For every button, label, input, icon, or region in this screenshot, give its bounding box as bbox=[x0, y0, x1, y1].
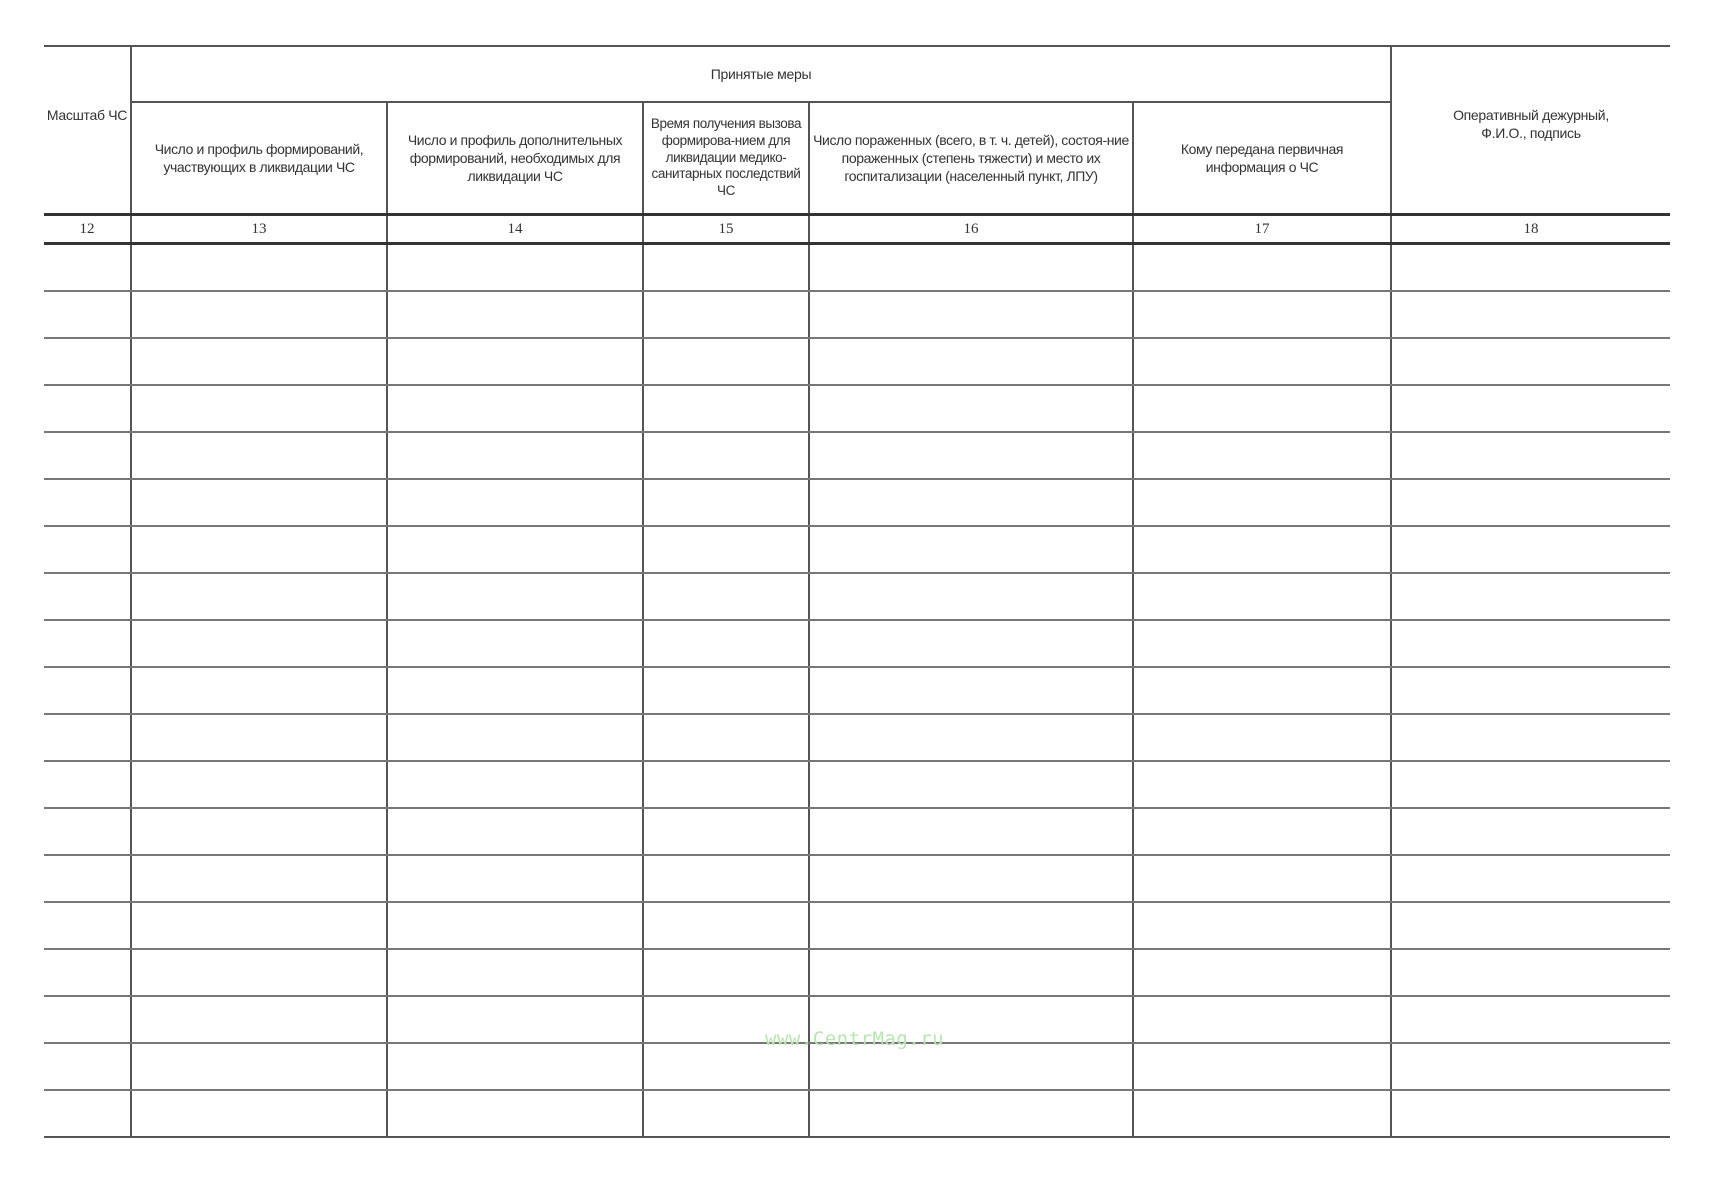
table-cell bbox=[643, 620, 809, 667]
table-cell bbox=[1391, 714, 1670, 761]
table-cell bbox=[131, 667, 387, 714]
table-cell bbox=[643, 479, 809, 526]
table-cell bbox=[1391, 761, 1670, 808]
table-cell bbox=[1391, 620, 1670, 667]
table-cell bbox=[387, 385, 643, 432]
group-header-measures: Принятые меры bbox=[131, 46, 1391, 102]
table-cell bbox=[643, 526, 809, 573]
table-cell bbox=[643, 902, 809, 949]
table-cell bbox=[809, 855, 1133, 902]
table-cell bbox=[1133, 291, 1391, 338]
table-cell bbox=[44, 714, 131, 761]
journal-table bbox=[44, 45, 1670, 1138]
table-row bbox=[44, 902, 1670, 949]
table-cell bbox=[1133, 573, 1391, 620]
table-cell bbox=[1391, 244, 1670, 292]
table-cell bbox=[1391, 902, 1670, 949]
table-cell bbox=[387, 808, 643, 855]
table-cell bbox=[643, 244, 809, 292]
table-cell bbox=[131, 479, 387, 526]
table-cell bbox=[643, 855, 809, 902]
table-cell bbox=[1133, 620, 1391, 667]
column-header-formations: Число и профиль формирований, участвующих в ликвидации ЧС bbox=[131, 102, 387, 215]
table-cell bbox=[1133, 432, 1391, 479]
table-cell bbox=[44, 244, 131, 292]
table-cell bbox=[387, 1090, 643, 1137]
table-cell bbox=[809, 479, 1133, 526]
table-cell bbox=[387, 479, 643, 526]
table-cell bbox=[643, 761, 809, 808]
table-cell bbox=[1391, 855, 1670, 902]
table-cell bbox=[44, 1043, 131, 1090]
column-header-info-recipient: Кому передана первичная информация о ЧС bbox=[1133, 102, 1391, 215]
table-cell bbox=[809, 385, 1133, 432]
table-cell bbox=[387, 291, 643, 338]
table-cell bbox=[131, 714, 387, 761]
table-row bbox=[44, 573, 1670, 620]
table-cell bbox=[387, 667, 643, 714]
watermark: www.CentrMag.ru bbox=[765, 1028, 945, 1050]
table-row bbox=[44, 526, 1670, 573]
table-cell bbox=[44, 996, 131, 1043]
table-cell bbox=[809, 761, 1133, 808]
table-cell bbox=[809, 573, 1133, 620]
table-cell bbox=[131, 573, 387, 620]
table-cell bbox=[1391, 1090, 1670, 1137]
table-cell bbox=[643, 573, 809, 620]
table-cell bbox=[1133, 1090, 1391, 1137]
table-row bbox=[44, 291, 1670, 338]
column-header-additional-formations: Число и профиль дополнительных формирований, необходимых для ликвидации ЧС bbox=[387, 102, 643, 215]
table-cell bbox=[643, 338, 809, 385]
table-cell bbox=[44, 479, 131, 526]
table-cell bbox=[131, 338, 387, 385]
column-number: 14 bbox=[387, 215, 643, 244]
table-cell bbox=[1391, 385, 1670, 432]
table-cell bbox=[44, 949, 131, 996]
table-cell bbox=[387, 996, 643, 1043]
table-cell bbox=[1391, 667, 1670, 714]
table-cell bbox=[1133, 714, 1391, 761]
table-cell bbox=[1133, 996, 1391, 1043]
table-cell bbox=[809, 526, 1133, 573]
table-row bbox=[44, 1043, 1670, 1090]
table-row bbox=[44, 620, 1670, 667]
table-cell bbox=[131, 1090, 387, 1137]
table-row bbox=[44, 1090, 1670, 1137]
table-cell bbox=[643, 1043, 809, 1090]
table-cell bbox=[809, 244, 1133, 292]
table-row bbox=[44, 338, 1670, 385]
table-cell bbox=[643, 1090, 809, 1137]
table-cell bbox=[643, 667, 809, 714]
table-cell bbox=[809, 1090, 1133, 1137]
table-cell bbox=[1133, 479, 1391, 526]
table-cell bbox=[809, 949, 1133, 996]
table-row bbox=[44, 244, 1670, 292]
table-cell bbox=[131, 949, 387, 996]
table-cell bbox=[1133, 1043, 1391, 1090]
table-cell bbox=[387, 902, 643, 949]
table-cell bbox=[809, 338, 1133, 385]
table-cell bbox=[131, 1043, 387, 1090]
table-cell bbox=[387, 949, 643, 996]
column-number-row bbox=[44, 215, 1670, 244]
table-cell bbox=[131, 244, 387, 292]
table-cell bbox=[1391, 808, 1670, 855]
column-header-casualties: Число пораженных (всего, в т. ч. детей), состоя-ние пораженных (степень тяжести) и место их госпитализации (населенный пункт, ЛПУ) bbox=[809, 102, 1133, 215]
table-cell bbox=[131, 808, 387, 855]
table-cell bbox=[387, 1043, 643, 1090]
table-cell bbox=[131, 761, 387, 808]
table-row bbox=[44, 479, 1670, 526]
table-cell bbox=[1133, 949, 1391, 996]
table-cell bbox=[809, 620, 1133, 667]
table-cell bbox=[387, 855, 643, 902]
table-cell bbox=[387, 338, 643, 385]
table-cell bbox=[1391, 291, 1670, 338]
table-cell bbox=[1133, 808, 1391, 855]
table-cell bbox=[387, 714, 643, 761]
table-row bbox=[44, 808, 1670, 855]
table-cell bbox=[387, 432, 643, 479]
table-cell bbox=[1133, 761, 1391, 808]
table-cell bbox=[809, 432, 1133, 479]
table-cell bbox=[809, 714, 1133, 761]
table-cell bbox=[44, 808, 131, 855]
table-cell bbox=[643, 714, 809, 761]
table-cell bbox=[44, 291, 131, 338]
table-cell bbox=[131, 855, 387, 902]
table-cell bbox=[387, 573, 643, 620]
table-cell bbox=[1133, 526, 1391, 573]
column-number: 17 bbox=[1133, 215, 1391, 244]
table-cell bbox=[44, 855, 131, 902]
table-cell bbox=[1391, 1043, 1670, 1090]
table-cell bbox=[809, 902, 1133, 949]
table-cell bbox=[131, 620, 387, 667]
table-cell bbox=[131, 432, 387, 479]
table-row bbox=[44, 385, 1670, 432]
table-cell bbox=[809, 291, 1133, 338]
table-cell bbox=[131, 291, 387, 338]
column-number: 13 bbox=[131, 215, 387, 244]
column-number: 15 bbox=[643, 215, 809, 244]
table-cell bbox=[1391, 526, 1670, 573]
table-cell bbox=[643, 291, 809, 338]
table-cell bbox=[131, 385, 387, 432]
table-cell bbox=[643, 432, 809, 479]
table-cell bbox=[1391, 949, 1670, 996]
column-header-duty-officer: Оперативный дежурный, Ф.И.О., подпись bbox=[1391, 46, 1670, 215]
column-header-call-time: Время получения вызова формирова-нием для ликвидации медико-санитарных последствий ЧС bbox=[643, 102, 809, 215]
table-cell bbox=[1133, 667, 1391, 714]
table-cell bbox=[1391, 432, 1670, 479]
table-row bbox=[44, 432, 1670, 479]
table-cell bbox=[1133, 902, 1391, 949]
table-cell bbox=[643, 949, 809, 996]
table-cell bbox=[44, 902, 131, 949]
table-cell bbox=[809, 808, 1133, 855]
table-cell bbox=[44, 620, 131, 667]
table-cell bbox=[643, 385, 809, 432]
column-number: 18 bbox=[1391, 215, 1670, 244]
table-cell bbox=[1391, 573, 1670, 620]
table-cell bbox=[44, 761, 131, 808]
table-row bbox=[44, 761, 1670, 808]
table-cell bbox=[44, 667, 131, 714]
table-cell bbox=[809, 1043, 1133, 1090]
table-cell bbox=[387, 526, 643, 573]
column-header-scale: Масштаб ЧС bbox=[44, 46, 131, 215]
table-cell bbox=[131, 902, 387, 949]
table-cell bbox=[44, 526, 131, 573]
table-cell bbox=[44, 432, 131, 479]
table-cell bbox=[44, 385, 131, 432]
table-cell bbox=[1133, 855, 1391, 902]
table-row bbox=[44, 714, 1670, 761]
header-row-top bbox=[44, 46, 1670, 102]
table-cell bbox=[131, 526, 387, 573]
table-cell bbox=[643, 808, 809, 855]
table-row bbox=[44, 855, 1670, 902]
table-cell bbox=[131, 996, 387, 1043]
table-row bbox=[44, 667, 1670, 714]
table-cell bbox=[1391, 996, 1670, 1043]
table-cell bbox=[387, 761, 643, 808]
table-cell bbox=[44, 1090, 131, 1137]
table-cell bbox=[1133, 338, 1391, 385]
table-cell bbox=[44, 338, 131, 385]
column-number: 16 bbox=[809, 215, 1133, 244]
table-cell bbox=[1391, 338, 1670, 385]
column-number: 12 bbox=[44, 215, 131, 244]
table-row bbox=[44, 949, 1670, 996]
table-cell bbox=[1391, 479, 1670, 526]
table-cell bbox=[809, 667, 1133, 714]
table-cell bbox=[387, 244, 643, 292]
table-cell bbox=[1133, 244, 1391, 292]
table-cell bbox=[44, 573, 131, 620]
table-cell bbox=[1133, 385, 1391, 432]
table-cell bbox=[387, 620, 643, 667]
